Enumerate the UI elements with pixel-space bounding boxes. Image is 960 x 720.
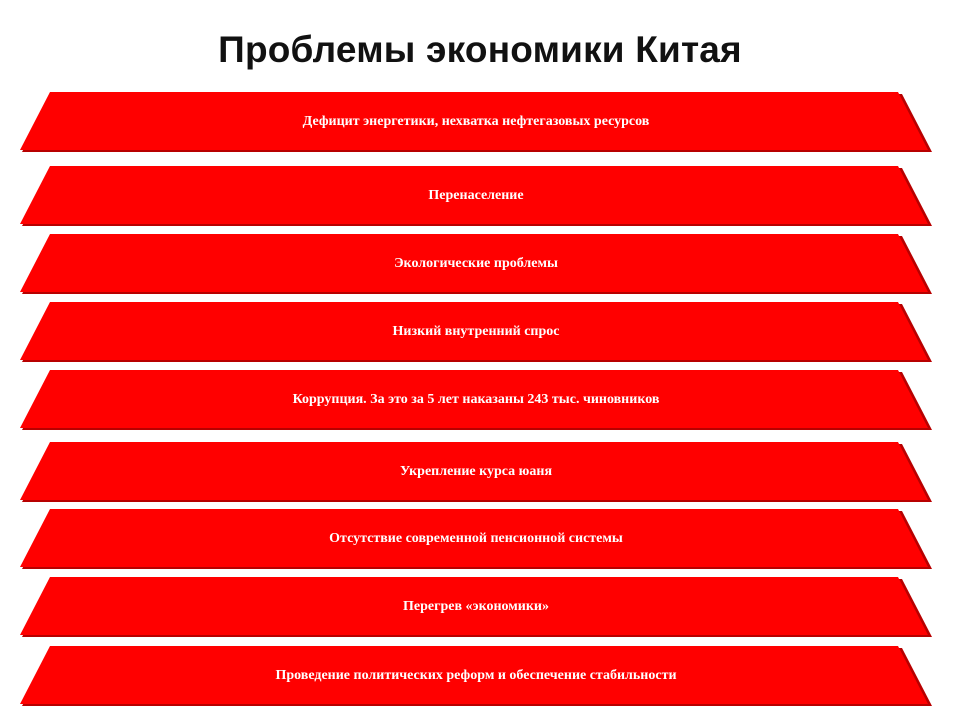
problem-banner	[20, 302, 932, 362]
problem-banner	[20, 442, 932, 502]
banner-label: Перегрев «экономики»	[403, 599, 549, 614]
problem-banner	[20, 166, 932, 226]
banner-label: Отсутствие современной пенсионной системы	[329, 531, 623, 546]
banner-label: Проведение политических реформ и обеспечение стабильности	[275, 668, 677, 683]
banner-label: Коррупция. За это за 5 лет наказаны 243 тыс. чиновников	[292, 392, 660, 407]
problem-banner	[20, 370, 932, 430]
banner-label: Укрепление курса юаня	[399, 464, 553, 479]
page-title: Проблемы экономики Китая	[218, 29, 742, 70]
banner-label: Экологические проблемы	[394, 256, 558, 271]
problem-banner	[20, 646, 932, 706]
problem-banner	[20, 234, 932, 294]
problem-banner	[20, 509, 932, 569]
banner-label: Перенаселение	[428, 188, 524, 203]
banner-label: Низкий внутренний спрос	[392, 324, 560, 339]
problem-banner	[20, 577, 932, 637]
problem-banner	[20, 92, 932, 152]
banner-label: Дефицит энергетики, нехватка нефтегазовых ресурсов	[302, 114, 650, 129]
